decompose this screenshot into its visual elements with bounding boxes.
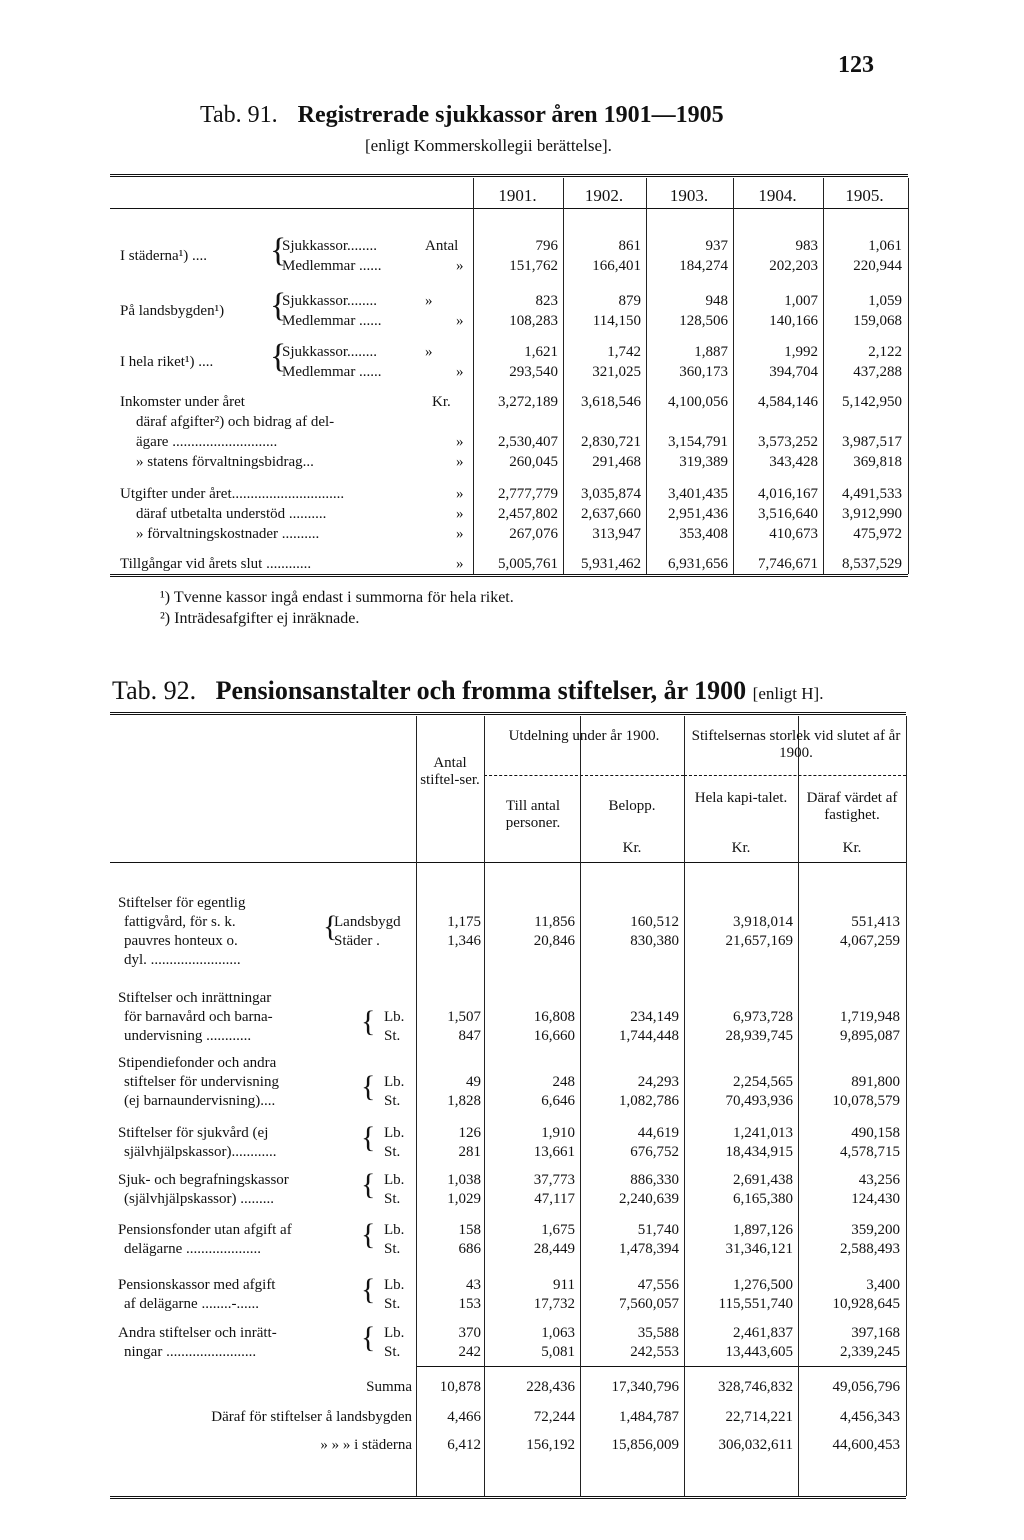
value-cell: 16,660	[533, 1028, 575, 1044]
value-cell: 490,158	[851, 1125, 900, 1141]
brace-icon: {	[361, 1218, 376, 1251]
rule-top	[110, 712, 906, 717]
value-cell: 823	[535, 293, 558, 309]
value-cell: 234,149	[630, 1009, 679, 1025]
value-cell: 115,551,740	[718, 1296, 793, 1312]
group-label-line: Sjuk- och begrafningskassor	[118, 1172, 289, 1188]
value-cell: 47,556	[637, 1277, 679, 1293]
value-cell: 2,339,245	[840, 1344, 900, 1360]
value-cell: 13,661	[533, 1144, 575, 1160]
rule-bottom	[110, 574, 908, 579]
value-cell: 4,584,146	[758, 394, 818, 410]
value-cell: 159,068	[853, 313, 902, 329]
group-label: I städerna¹) ....	[120, 248, 207, 264]
value-cell: 3,987,517	[842, 434, 902, 450]
tab91-label: Tab. 91.	[200, 102, 278, 128]
rule-sub	[684, 775, 906, 776]
value-cell: 1,507	[447, 1009, 481, 1025]
value-cell: 983	[795, 238, 818, 254]
value-cell: 911	[553, 1277, 575, 1293]
value-cell: 128,506	[679, 313, 728, 329]
rule-total	[416, 1366, 906, 1367]
value-cell: 281	[458, 1144, 481, 1160]
header-till-antal: Till antal personer.	[505, 798, 561, 831]
value-cell: 160,512	[630, 914, 679, 930]
value-cell: 260,045	[509, 454, 558, 470]
header-fastighet-unit: Kr.	[842, 840, 862, 856]
value-cell: 847	[458, 1028, 481, 1044]
value-cell: 7,560,057	[619, 1296, 679, 1312]
header-belopp-unit: Kr.	[622, 840, 642, 856]
value-cell: 1,007	[784, 293, 818, 309]
value-cell: 5,931,462	[581, 556, 641, 572]
header-antal: Antal stiftel-ser.	[420, 755, 480, 788]
value-cell: 1,621	[524, 344, 558, 360]
unit-label: »	[425, 293, 433, 309]
total-value: 72,244	[533, 1409, 575, 1425]
value-cell: 861	[618, 238, 641, 254]
unit-label: »	[456, 258, 464, 274]
year-header: 1901.	[498, 186, 537, 205]
value-cell: 4,016,167	[758, 486, 818, 502]
value-cell: 43	[466, 1277, 481, 1293]
brace-icon: {	[361, 1321, 376, 1354]
value-cell: 1,038	[447, 1172, 481, 1188]
group-label-line: Stiftelser för sjukvård (ej	[118, 1125, 269, 1141]
row-label: däraf utbetalta understöd ..........	[136, 506, 327, 522]
total-label: Summa	[366, 1379, 412, 1395]
tab92-heading	[112, 676, 823, 706]
value-cell: 202,203	[769, 258, 818, 274]
brace-icon: {	[270, 287, 287, 324]
sub-label: Medlemmar ......	[282, 313, 382, 329]
value-cell: 2,777,779	[498, 486, 558, 502]
value-cell: 2,254,565	[733, 1074, 793, 1090]
total-value: 156,192	[526, 1437, 575, 1453]
value-cell: 551,413	[851, 914, 900, 930]
tab92-title: Pensionsanstalter och fromma stiftelser, år 1900	[215, 676, 747, 705]
value-cell: 796	[535, 238, 558, 254]
year-header: 1902.	[584, 186, 624, 205]
value-cell: 313,947	[592, 526, 641, 542]
value-cell: 394,704	[769, 364, 818, 380]
group-label-line: Stiftelser och inrättningar	[118, 990, 272, 1006]
value-cell: 10,928,645	[832, 1296, 900, 1312]
value-cell: 370	[458, 1325, 481, 1341]
value-cell: 242,553	[630, 1344, 679, 1360]
value-cell: 153	[458, 1296, 481, 1312]
col-rule	[684, 716, 685, 1496]
header-utdelning: Utdelning under år 1900.	[508, 728, 660, 744]
total-value: 49,056,796	[832, 1379, 900, 1395]
value-cell: 140,166	[769, 313, 818, 329]
value-cell: 17,732	[533, 1296, 575, 1312]
value-cell: 2,691,438	[733, 1172, 793, 1188]
year-header: 1903.	[669, 186, 709, 205]
value-cell: 47,117	[534, 1191, 575, 1207]
group-label: I hela riket¹) ....	[120, 354, 214, 370]
value-cell: 2,637,660	[581, 506, 641, 522]
value-cell: 369,818	[853, 454, 902, 470]
col-rule-end	[908, 178, 909, 574]
brace-icon: {	[361, 1121, 376, 1154]
value-cell: 879	[618, 293, 641, 309]
brace-icon: {	[361, 1168, 376, 1201]
value-cell: 4,067,259	[840, 933, 900, 949]
year-header: 1905.	[845, 186, 884, 205]
group-label-line: stiftelser för undervisning	[124, 1074, 279, 1090]
value-cell: 1,029	[447, 1191, 481, 1207]
brace-icon: {	[361, 1273, 376, 1306]
value-cell: 24,293	[637, 1074, 679, 1090]
value-cell: 37,773	[533, 1172, 575, 1188]
sub-label: St.	[384, 1093, 401, 1109]
unit-label: »	[456, 454, 464, 470]
tab92-label: Tab. 92.	[112, 676, 197, 705]
value-cell: 3,918,014	[733, 914, 793, 930]
group-label-line: Stipendiefonder och andra	[118, 1055, 277, 1071]
total-value: 4,456,343	[840, 1409, 900, 1425]
sub-label: Sjukkassor........	[282, 238, 378, 254]
value-cell: 8,537,529	[842, 556, 902, 572]
sub-label: Medlemmar ......	[282, 258, 382, 274]
value-cell: 6,165,380	[733, 1191, 793, 1207]
col-rule	[416, 716, 417, 1496]
value-cell: 13,443,605	[725, 1344, 793, 1360]
value-cell: 321,025	[592, 364, 641, 380]
value-cell: 359,200	[851, 1222, 900, 1238]
value-cell: 676,752	[630, 1144, 679, 1160]
value-cell: 1,897,126	[733, 1222, 793, 1238]
col-rule	[473, 178, 474, 574]
sub-label: St.	[384, 1296, 401, 1312]
unit-label: »	[456, 313, 464, 329]
value-cell: 4,100,056	[668, 394, 728, 410]
group-label-line: delägarne ....................	[124, 1241, 262, 1257]
col-rule	[798, 716, 799, 1496]
value-cell: 5,005,761	[498, 556, 558, 572]
total-label: » » » i städerna	[320, 1437, 412, 1453]
value-cell: 70,493,936	[725, 1093, 793, 1109]
value-cell: 5,081	[541, 1344, 575, 1360]
rule-sub	[484, 775, 684, 776]
value-cell: 475,972	[853, 526, 902, 542]
value-cell: 4,491,533	[842, 486, 902, 502]
group-label-line: Pensionsfonder utan afgift af	[118, 1222, 292, 1238]
row-label: Tillgångar vid årets slut ............	[120, 556, 312, 572]
value-cell: 437,288	[853, 364, 902, 380]
group-label-line: ningar ........................	[124, 1344, 257, 1360]
value-cell: 1,719,948	[840, 1009, 900, 1025]
value-cell: 20,846	[533, 933, 575, 949]
value-cell: 9,895,087	[840, 1028, 900, 1044]
unit-label: »	[456, 506, 464, 522]
sub-label: St.	[384, 1191, 401, 1207]
unit-label: »	[456, 556, 464, 572]
total-value: 306,032,611	[718, 1437, 793, 1453]
value-cell: 11,856	[534, 914, 575, 930]
total-value: 44,600,453	[832, 1437, 900, 1453]
value-cell: 3,401,435	[668, 486, 728, 502]
value-cell: 1,992	[784, 344, 818, 360]
tab91-footnote-1: ¹) Tvenne kassor ingå endast i summorna för hela riket.	[160, 589, 514, 606]
rule-bottom	[110, 1496, 906, 1501]
value-cell: 1,910	[541, 1125, 575, 1141]
row-label: » förvaltningskostnader ..........	[136, 526, 320, 542]
value-cell: 166,401	[592, 258, 641, 274]
value-cell: 158	[458, 1222, 481, 1238]
row-label: Inkomster under året	[120, 394, 245, 410]
page-number: 123	[838, 52, 874, 78]
brace-icon: {	[270, 232, 287, 269]
value-cell: 6,931,656	[668, 556, 728, 572]
value-cell: 2,830,721	[581, 434, 641, 450]
unit-label: »	[456, 526, 464, 542]
group-label-line: dyl. ........................	[124, 952, 241, 968]
sub-label: Lb.	[384, 1125, 405, 1141]
value-cell: 397,168	[851, 1325, 900, 1341]
group-label-line: af delägarne ........-......	[124, 1296, 259, 1312]
value-cell: 686	[458, 1241, 481, 1257]
col-rule	[906, 716, 907, 1496]
total-value: 328,746,832	[718, 1379, 793, 1395]
value-cell: 267,076	[509, 526, 558, 542]
value-cell: 220,944	[853, 258, 902, 274]
value-cell: 1,675	[541, 1222, 575, 1238]
total-label: Däraf för stiftelser å landsbygden	[211, 1409, 412, 1425]
value-cell: 242	[458, 1344, 481, 1360]
value-cell: 319,389	[679, 454, 728, 470]
sub-label: Medlemmar ......	[282, 364, 382, 380]
group-label-line: Stiftelser för egentlig	[118, 895, 246, 911]
col-rule	[484, 716, 485, 1496]
tab91-footnote-2: ²) Inträdesafgifter ej inräknade.	[160, 610, 360, 627]
value-cell: 2,457,802	[498, 506, 558, 522]
value-cell: 830,380	[630, 933, 679, 949]
value-cell: 291,468	[592, 454, 641, 470]
year-header: 1904.	[758, 186, 797, 205]
value-cell: 3,618,546	[581, 394, 641, 410]
value-cell: 1,478,394	[619, 1241, 679, 1257]
sub-label: Sjukkassor........	[282, 293, 378, 309]
group-label-line: fattigvård, för s. k.	[124, 914, 236, 930]
value-cell: 184,274	[679, 258, 728, 274]
group-label-line: undervisning ............	[124, 1028, 252, 1044]
sub-label: Sjukkassor........	[282, 344, 378, 360]
value-cell: 1,082,786	[619, 1093, 679, 1109]
row-label: däraf afgifter²) och bidrag af del-	[136, 414, 335, 430]
sub-label: Lb.	[384, 1172, 405, 1188]
value-cell: 18,434,915	[725, 1144, 793, 1160]
sub-label: Lb.	[384, 1074, 405, 1090]
rule-header	[110, 862, 906, 863]
tab91-title: Registrerade sjukkassor åren 1901—1905	[297, 102, 724, 128]
value-cell: 3,400	[866, 1277, 900, 1293]
value-cell: 49	[466, 1074, 481, 1090]
value-cell: 1,346	[447, 933, 481, 949]
value-cell: 353,408	[679, 526, 728, 542]
value-cell: 7,746,671	[758, 556, 818, 572]
value-cell: 6,646	[541, 1093, 575, 1109]
value-cell: 2,951,436	[668, 506, 728, 522]
value-cell: 114,150	[592, 313, 641, 329]
tab91-heading	[200, 102, 724, 129]
sub-label: Städer .	[334, 933, 380, 949]
rule-header	[110, 208, 908, 209]
value-cell: 2,240,639	[619, 1191, 679, 1207]
sub-label: St.	[384, 1144, 401, 1160]
sub-label: Lb.	[384, 1009, 405, 1025]
total-value: 4,466	[447, 1409, 481, 1425]
sub-label: Landsbygd	[334, 914, 401, 930]
total-value: 6,412	[447, 1437, 481, 1453]
value-cell: 151,762	[509, 258, 558, 274]
sub-label: St.	[384, 1241, 401, 1257]
value-cell: 10,078,579	[832, 1093, 900, 1109]
col-rule	[823, 178, 824, 574]
sub-label: Lb.	[384, 1325, 405, 1341]
value-cell: 1,063	[541, 1325, 575, 1341]
value-cell: 343,428	[769, 454, 818, 470]
group-label-line: för barnavård och barna-	[124, 1009, 273, 1025]
group-label-line: Pensionskassor med afgift	[118, 1277, 276, 1293]
value-cell: 948	[705, 293, 728, 309]
value-cell: 2,461,837	[733, 1325, 793, 1341]
unit-label: »	[456, 434, 464, 450]
group-label-line: självhjälpskassor)............	[124, 1144, 277, 1160]
value-cell: 1,061	[868, 238, 902, 254]
row-label: Utgifter under året..............................	[120, 486, 345, 502]
col-rule	[646, 178, 647, 574]
row-label: ägare ............................	[136, 434, 278, 450]
value-cell: 1,887	[694, 344, 728, 360]
total-value: 10,878	[439, 1379, 481, 1395]
group-label: På landsbygden¹)	[120, 303, 225, 319]
value-cell: 3,516,640	[758, 506, 818, 522]
value-cell: 248	[552, 1074, 575, 1090]
value-cell: 410,673	[769, 526, 818, 542]
header-kapital: Hela kapi-talet.	[694, 790, 788, 806]
value-cell: 1,059	[868, 293, 902, 309]
header-kapital-unit: Kr.	[731, 840, 751, 856]
value-cell: 1,276,500	[733, 1277, 793, 1293]
value-cell: 360,173	[679, 364, 728, 380]
total-value: 228,436	[526, 1379, 575, 1395]
value-cell: 3,272,189	[498, 394, 558, 410]
brace-icon: {	[361, 1005, 376, 1038]
sub-label: St.	[384, 1344, 401, 1360]
value-cell: 6,973,728	[733, 1009, 793, 1025]
value-cell: 28,939,745	[725, 1028, 793, 1044]
header-storlek: Stiftelsernas storlek vid slutet af år 1900.	[691, 728, 901, 761]
sub-label: St.	[384, 1028, 401, 1044]
value-cell: 1,742	[607, 344, 641, 360]
group-label-line: pauvres honteux o.	[124, 933, 238, 949]
sub-label: Lb.	[384, 1277, 405, 1293]
tab92-title-note: [enligt H].	[752, 684, 824, 703]
value-cell: 891,800	[851, 1074, 900, 1090]
value-cell: 108,283	[509, 313, 558, 329]
value-cell: 44,619	[637, 1125, 679, 1141]
value-cell: 5,142,950	[842, 394, 902, 410]
value-cell: 3,912,990	[842, 506, 902, 522]
total-value: 15,856,009	[611, 1437, 679, 1453]
value-cell: 126	[458, 1125, 481, 1141]
total-value: 22,714,221	[725, 1409, 793, 1425]
total-value: 1,484,787	[619, 1409, 679, 1425]
col-rule	[733, 178, 734, 574]
group-label-line: (självhjälpskassor) .........	[124, 1191, 274, 1207]
brace-icon: {	[323, 910, 338, 943]
value-cell: 51,740	[637, 1222, 679, 1238]
header-fastighet: Däraf värdet af fastighet.	[806, 790, 898, 823]
unit-label: Antal	[425, 238, 459, 254]
value-cell: 4,578,715	[840, 1144, 900, 1160]
value-cell: 1,828	[447, 1093, 481, 1109]
sub-label: Lb.	[384, 1222, 405, 1238]
value-cell: 293,540	[509, 364, 558, 380]
tab91-subtitle: [enligt Kommerskollegii berättelse].	[365, 136, 612, 155]
unit-label: Kr.	[432, 394, 451, 410]
value-cell: 886,330	[630, 1172, 679, 1188]
row-label: » statens förvaltningsbidrag...	[136, 454, 314, 470]
value-cell: 43,256	[858, 1172, 900, 1188]
unit-label: »	[425, 344, 433, 360]
rule-top	[110, 174, 908, 179]
col-rule	[563, 178, 564, 574]
value-cell: 1,241,013	[733, 1125, 793, 1141]
col-rule	[580, 790, 581, 862]
value-cell: 2,122	[868, 344, 902, 360]
value-cell: 3,154,791	[668, 434, 728, 450]
unit-label: »	[456, 364, 464, 380]
value-cell: 31,346,121	[725, 1241, 793, 1257]
value-cell: 3,573,252	[758, 434, 818, 450]
brace-icon: {	[361, 1070, 376, 1103]
group-label-line: (ej barnaundervisning)....	[124, 1093, 276, 1109]
value-cell: 21,657,169	[725, 933, 793, 949]
value-cell: 28,449	[533, 1241, 575, 1257]
brace-icon: {	[270, 338, 287, 375]
group-label-line: Andra stiftelser och inrätt-	[118, 1325, 277, 1341]
header-belopp: Belopp.	[608, 798, 656, 814]
value-cell: 1,175	[447, 914, 481, 930]
value-cell: 937	[705, 238, 728, 254]
value-cell: 2,530,407	[498, 434, 558, 450]
value-cell: 16,808	[533, 1009, 575, 1025]
total-value: 17,340,796	[611, 1379, 679, 1395]
unit-label: »	[456, 486, 464, 502]
value-cell: 124,430	[851, 1191, 900, 1207]
value-cell: 2,588,493	[840, 1241, 900, 1257]
value-cell: 35,588	[637, 1325, 679, 1341]
value-cell: 1,744,448	[619, 1028, 679, 1044]
value-cell: 3,035,874	[581, 486, 641, 502]
